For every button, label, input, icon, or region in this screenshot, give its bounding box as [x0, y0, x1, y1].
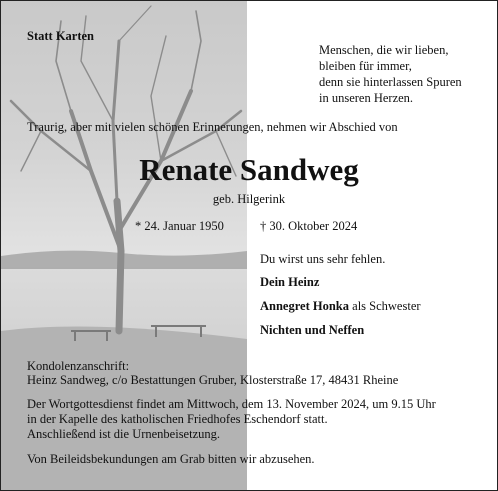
closing-note: Von Beileidsbekundungen am Grab bitten wir abzusehen.	[27, 452, 315, 466]
birth-name: geb. Hilgerink	[212, 192, 286, 206]
sister-role: als Schwester	[352, 299, 421, 313]
service-line: Der Wortgottesdienst findet am Mittwoch, dem 13. November 2024, um 9.15 Uhr	[27, 397, 436, 411]
sister-name: Annegret Honka	[260, 299, 350, 313]
mourner-relatives: Nichten und Neffen	[260, 323, 365, 337]
service-line: in der Kapelle des katholischen Friedhofes Eschendorf statt.	[27, 412, 328, 426]
death-date: † 30. Oktober 2024	[260, 219, 358, 233]
mourner-sister	[260, 299, 421, 314]
intro-text: Traurig, aber mit vielen schönen Erinnerungen, nehmen wir Abschied von	[27, 120, 398, 134]
service-line: Anschließend ist die Urnenbeisetzung.	[27, 427, 221, 441]
condolence-address: Heinz Sandweg, c/o Bestattungen Gruber, Klosterstraße 17, 48431 Rheine	[27, 373, 399, 387]
farewell-message: Du wirst uns sehr fehlen.	[260, 252, 386, 266]
poem-line: in unseren Herzen.	[319, 91, 414, 105]
condolence-label: Kondolenzanschrift:	[27, 359, 130, 373]
poem-line: denn sie hinterlassen Spuren	[319, 75, 462, 89]
poem-line: Menschen, die wir lieben,	[319, 43, 449, 57]
statt-karten-label: Statt Karten	[27, 29, 94, 43]
deceased-name: Renate Sandweg	[139, 152, 359, 187]
poem-line: bleiben für immer,	[319, 59, 412, 73]
birth-date: * 24. Januar 1950	[135, 219, 224, 233]
mourner-spouse: Dein Heinz	[260, 275, 320, 289]
